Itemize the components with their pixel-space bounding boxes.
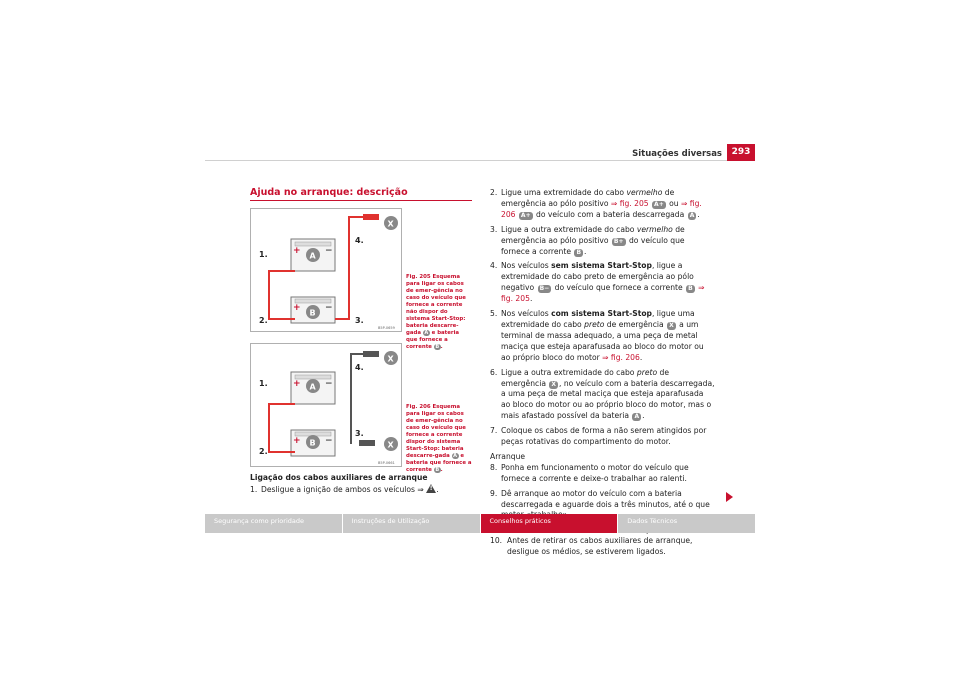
battery-badge: A <box>689 211 695 219</box>
step-6: 6. Ligue a outra extremidade do cabo preto de emergência X , no veículo com a bateria descarregada, a uma peça de metal maciça que esteja aparafusada ao bloco do motor ou ao próprio bloco do motor, mas o mais afastado possível da bateria A . <box>490 367 715 421</box>
cables-subheading: Ligação dos cabos auxiliares de arranque <box>250 473 428 482</box>
step-4: 4. Nos veículos sem sistema Start-Stop, ligue a extremidade do cabo preto de emergência ao pólo negativo B− do veículo que fornece a corrente B ⇒ fig. 205. <box>490 261 705 304</box>
battery-a-label: A <box>309 382 316 392</box>
step-2: 2. Ligue uma extremidade do cabo vermelho de emergência ao pólo positivo ⇒ fig. 205 A+ ou ⇒ fig. 206 A+ do veículo com a bateria descarregada A . <box>490 188 702 219</box>
terminal-badge: B+ <box>613 237 624 245</box>
minus-sign: − <box>325 303 333 313</box>
step-number: 1. <box>250 485 258 494</box>
vehicle-x-label: X <box>387 219 394 229</box>
minus-sign: − <box>325 379 333 389</box>
fig-205-link[interactable]: ⇒ fig. 205 <box>610 198 649 208</box>
battery-b-label: B <box>309 438 316 448</box>
fig-206-link[interactable]: ⇒ fig. 206 <box>501 198 702 219</box>
tab-seguranca[interactable]: Segurança como prioridade <box>205 514 343 533</box>
next-page-arrow-icon[interactable] <box>726 492 733 502</box>
step-label-4: 4. <box>355 363 364 372</box>
header-title: Situações diversas <box>632 149 722 159</box>
terminal-badge: B− <box>539 285 550 293</box>
step-3: 3. Ligue a outra extremidade do cabo vermelho de emergência ao pólo positivo B+ do veículo que fornece a corrente B . <box>490 224 685 256</box>
caption-text: Esquema para ligar os cabos de emer-gência no caso do veículo que fornece a corrente não dispor do sistema Start-Stop: bateria descarre-gada <box>406 274 466 336</box>
step-label-1: 1. <box>259 250 268 259</box>
step-10: 10. Antes de retirar os cabos auxiliares de arranque, desligue os médios, se estiverem ligados. <box>490 536 693 557</box>
caption-end: . <box>440 467 443 473</box>
badge-b: B <box>435 344 440 350</box>
battery-badge: A <box>634 413 640 421</box>
minus-sign: − <box>325 436 333 446</box>
step-5: 5. Nos veículos com sistema Start-Stop, ligue uma extremidade do cabo preto de emergência X a um terminal de massa adequado, a uma peça de metal maciça que esteja aparafusada ao bloco do motor ou ao próprio bloco do motor ⇒ fig. 206. <box>490 309 704 362</box>
battery-badge: B <box>688 285 693 293</box>
badge-b: B <box>435 467 440 473</box>
section-rule <box>250 200 472 201</box>
ground-badge: X <box>551 380 557 388</box>
step-label-1: 1. <box>259 379 268 388</box>
caption-number: Fig. 205 <box>406 274 431 280</box>
section-title: Ajuda no arranque: descrição <box>250 187 408 198</box>
vehicle-x-label: X <box>387 354 394 364</box>
badge-a: A <box>453 453 458 459</box>
figure-206-caption <box>406 404 472 474</box>
figure-206-diagram <box>251 344 401 466</box>
caption-number: Fig. 206 <box>406 404 431 410</box>
step-label-3: 3. <box>355 429 364 438</box>
tab-dados[interactable]: Dados Técnicos <box>618 514 755 533</box>
step-9: 9. Dê arranque ao motor do veículo com a bateria descarregada e aguarde dois a três minutos, até o que <box>490 488 710 509</box>
tab-instrucoes[interactable]: Instruções de Utilização <box>343 514 481 533</box>
figure-code: B5P-0659 <box>378 326 395 330</box>
battery-b-label: B <box>309 308 316 318</box>
step-end: . <box>436 485 439 494</box>
caption-mid: e bateria que fornece a corrente <box>406 453 472 473</box>
figure-205 <box>250 208 402 332</box>
badge-a: A <box>424 330 429 336</box>
step-label-2: 2. <box>259 316 268 325</box>
vehicle-x-label: X <box>387 440 394 450</box>
ground-badge: X <box>669 321 674 329</box>
plus-sign: + <box>293 246 301 256</box>
fig-206-link[interactable]: ⇒ fig. 206 <box>602 352 640 362</box>
step-label-2: 2. <box>259 447 268 456</box>
step-8: 8. Ponha em funcionamento o motor do veículo que fornece a corrente e deixe-o trabalhar ao ralenti. <box>490 462 689 483</box>
step-text: Desligue a ignição de ambos os veículos ⇒ <box>261 485 424 494</box>
caption-end: . <box>440 344 443 350</box>
step-label-4: 4. <box>355 236 364 245</box>
footer-nav <box>205 514 755 533</box>
plus-sign: + <box>293 303 301 313</box>
minus-sign: − <box>325 246 333 256</box>
terminal-badge: A+ <box>520 211 531 219</box>
header-rule <box>205 160 755 161</box>
figure-206 <box>250 343 402 467</box>
step-label-3: 3. <box>355 316 364 325</box>
battery-a-label: A <box>309 251 316 261</box>
figure-205-diagram <box>251 209 401 331</box>
step-7: 7. Coloque os cabos de forma a não serem atingidos por peças rotativas do compartimento do motor. <box>490 426 707 447</box>
caption-text: Esquema para ligar os cabos de emer-gência no caso do veículo que fornece a corrente dispor do sistema Start-Stop: bateria descarre-gada <box>406 404 466 459</box>
page-number: 293 <box>727 144 755 161</box>
figure-205-caption <box>406 274 472 351</box>
left-column <box>250 472 472 499</box>
fig-205-link[interactable]: ⇒ fig. 205 <box>501 283 705 304</box>
caption-mid: e bateria que fornece a corrente <box>406 330 460 350</box>
step-1 <box>250 484 472 495</box>
terminal-badge: A+ <box>654 200 664 208</box>
battery-badge: B <box>576 248 582 256</box>
figure-code: B5P-0661 <box>378 461 395 465</box>
right-column <box>490 188 715 562</box>
plus-sign: + <box>293 379 301 389</box>
warning-icon[interactable] <box>426 484 439 494</box>
arranque-heading: Arranque <box>490 451 526 461</box>
tab-conselhos[interactable]: Conselhos práticos <box>481 514 619 533</box>
plus-sign: + <box>293 436 301 446</box>
